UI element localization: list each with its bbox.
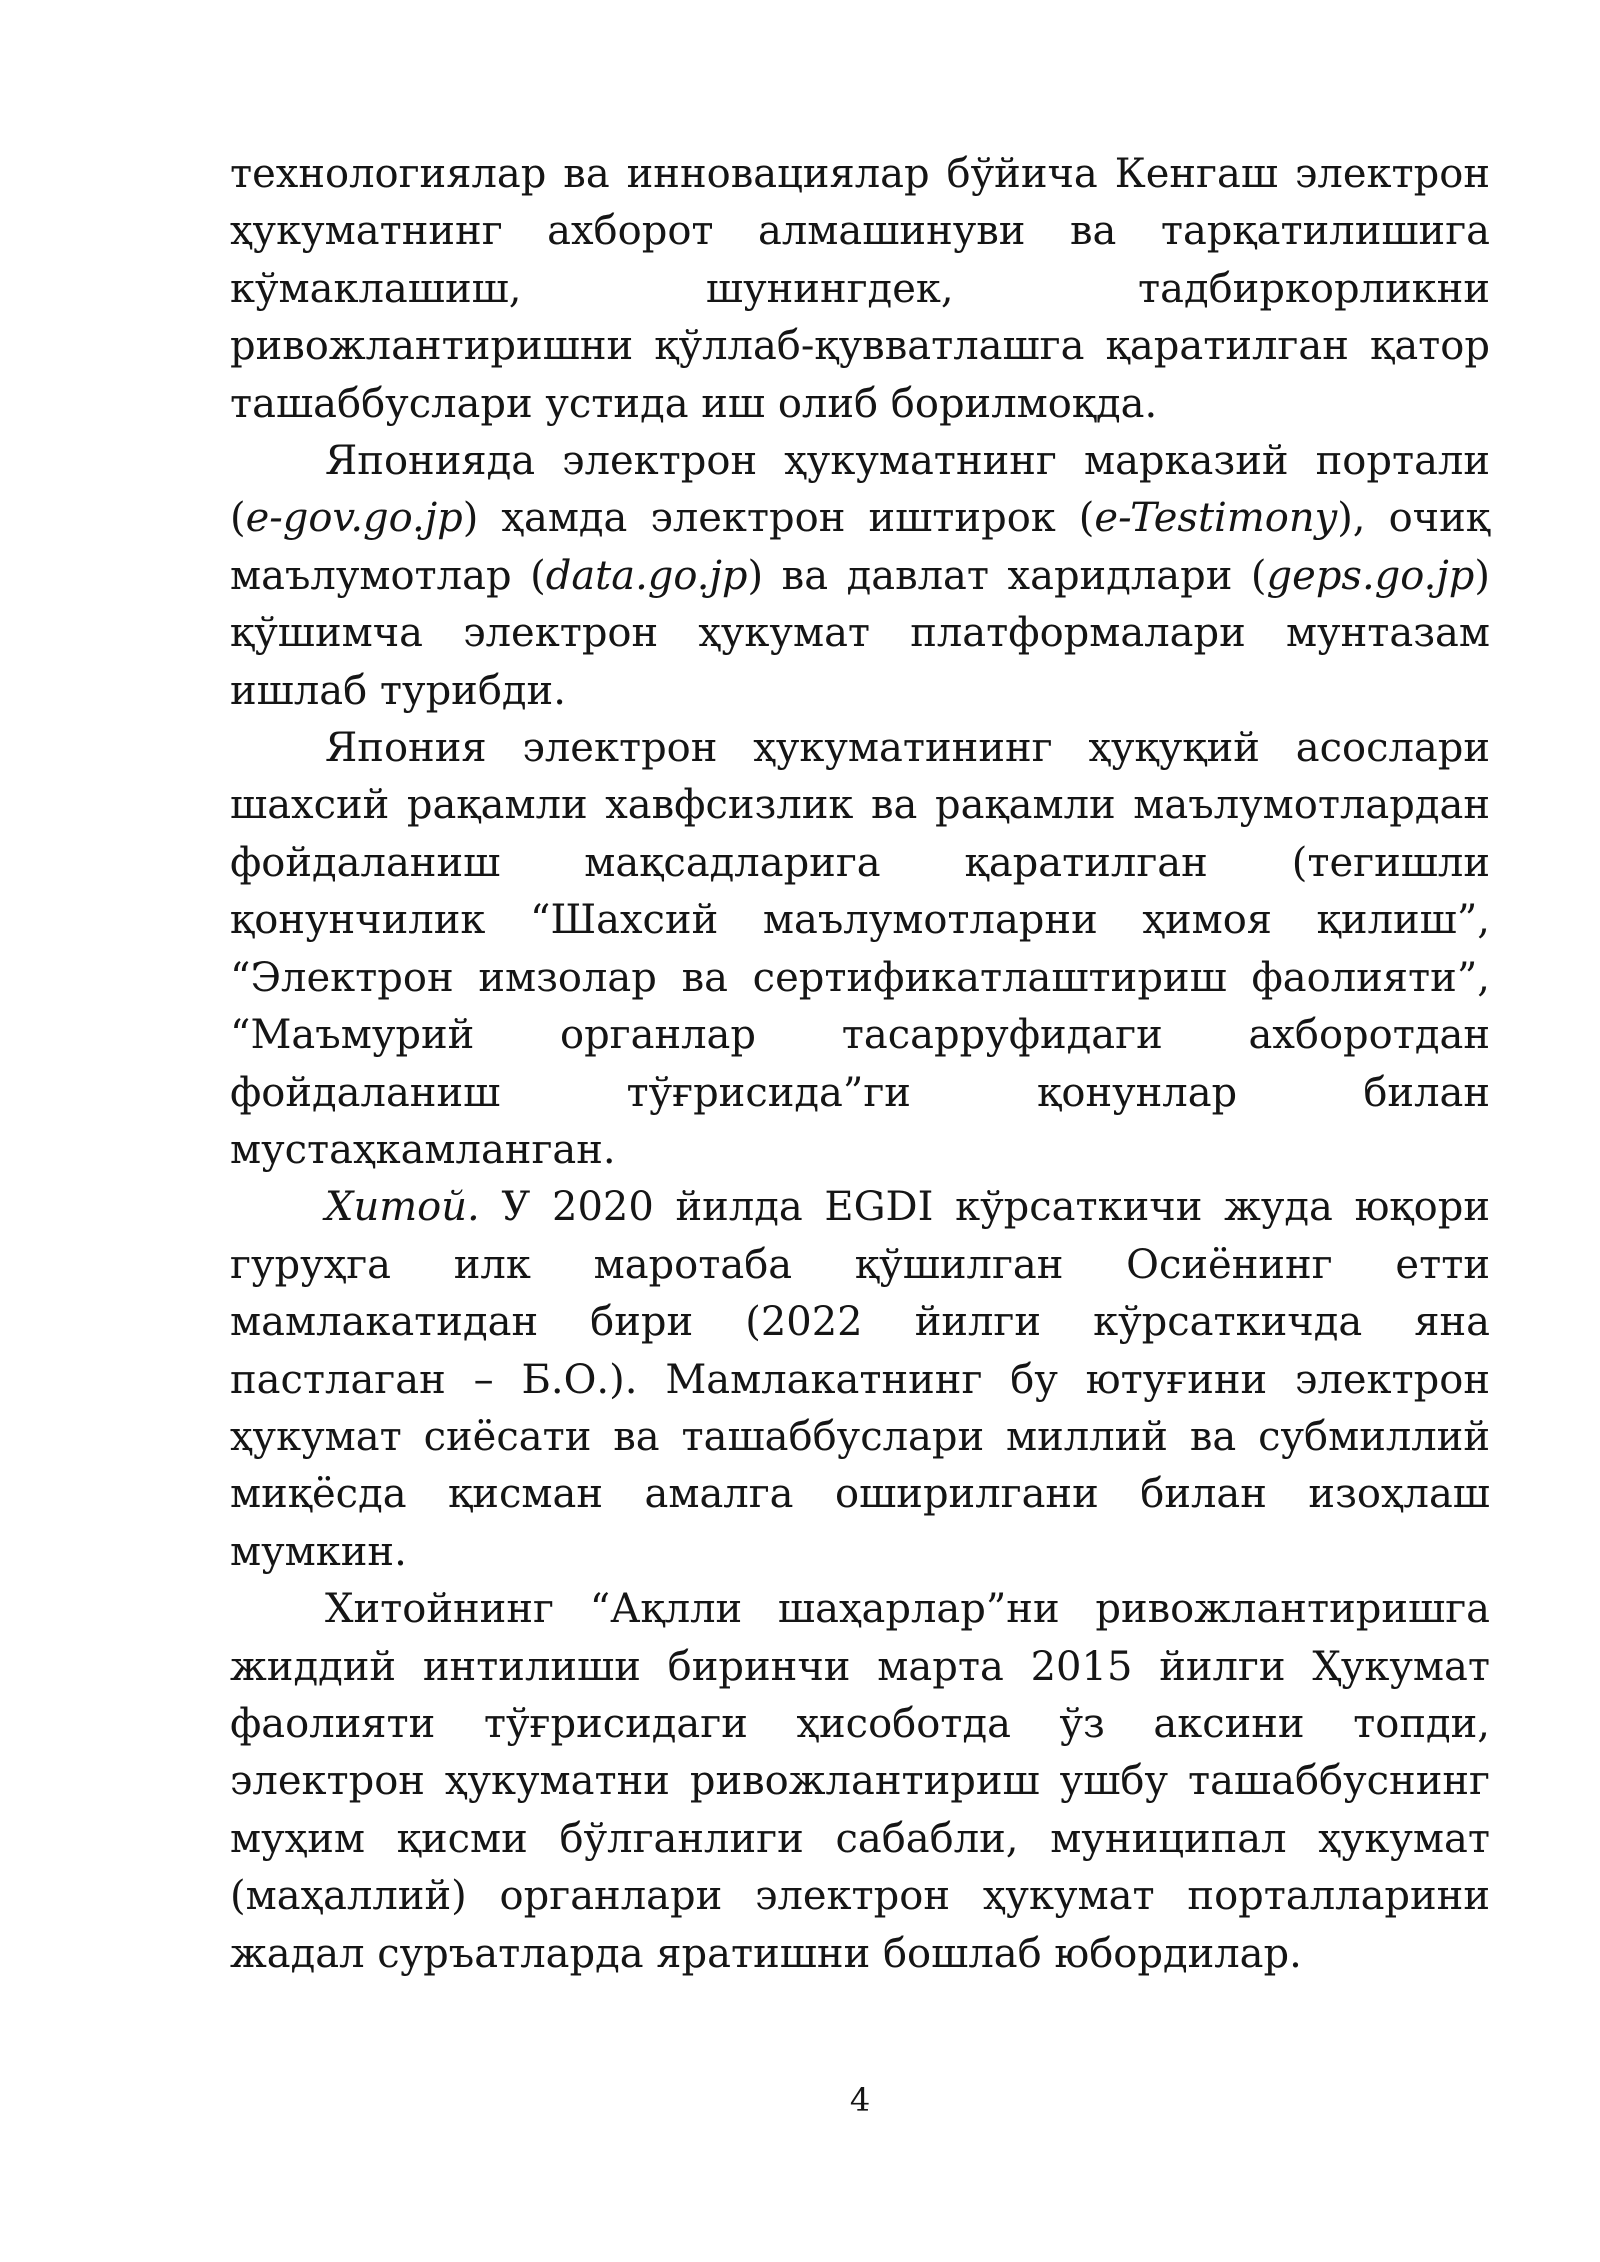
text-segment: У 2020 йилда EGDI кўрсаткичи жуда юқори гуруҳга илк маротаба қўшилган Осиёнинг етти мамлакатидан бири (2022 йилги кўрсаткичда яна пастлаган – Б.О.). Мамлакатнинг бу ютуғини электрон ҳукумат сиёсати ва ташаббуслари миллий ва субмиллий миқёсда қисман амалга оширилгани билан изоҳлаш мумкин. — [230, 1184, 1490, 1575]
portal-name-geps: geps.go.jp — [1266, 552, 1475, 599]
portal-name-egov: e-gov.go.jp — [245, 495, 463, 542]
text-segment: Японияда электрон ҳукуматнинг марказий портали ( — [230, 438, 1490, 542]
section-lead-china: Хитой. — [325, 1184, 480, 1231]
paragraph-japan-legal: Япония электрон ҳукуматининг ҳуқуқий асослари шахсий рақамли хавфсизлик ва рақамли маълумотлардан фойдаланиш мақсадларига қаратилган (тегишли қонунчилик “Шахсий маълумотларни ҳимоя қилиш”, “Электрон имзолар ва сертификатлаштириш фаолияти”, “Маъмурий органлар тасарруфидаги ахборотдан фойдаланиш тўғрисида”ги қонунлар билан мустаҳкамланган. — [230, 725, 1490, 1173]
paragraph-council-initiatives: технологиялар ва инновациялар бўйича Кенгаш электрон ҳукуматнинг ахборот алмашинуви ва тарқатилишига кўмаклашиш, шунингдек, тадбиркорликни ривожлантиришни қўллаб-қувватлашга қаратилган қатор ташаббуслари устида иш олиб борилмоқда. — [230, 151, 1490, 427]
text-segment: ) ҳамда электрон иштирок ( — [462, 495, 1095, 542]
portal-name-etestimony: e-Testimony — [1094, 495, 1338, 542]
document-body — [230, 146, 1490, 1983]
text-segment: ) ва давлат харидлари ( — [747, 552, 1267, 599]
portal-name-data: data.go.jp — [545, 552, 748, 599]
page-number: 4 — [849, 2081, 871, 2119]
paragraph-china-smart-cities: Хитойнинг “Ақлли шаҳарлар”ни ривожлантиришга жиддий интилиши биринчи марта 2015 йилги Ҳукумат фаолияти тўғрисидаги ҳисоботда ўз аксини топди, электрон ҳукуматни ривожлантириш ушбу ташаббуснинг муҳим қисми бўлганлиги сабабли, муниципал ҳукумат (маҳаллий) органлари электрон ҳукумат порталларини жадал суръатларда яратишни бошлаб юбордилар. — [230, 1586, 1490, 1977]
text-segment: ) қўшимча электрон ҳукумат платформалари мунтазам ишлаб турибди. — [230, 552, 1490, 714]
paragraph-japan-portals — [230, 433, 1490, 720]
text-segment: ), очиқ маълумотлар ( — [230, 495, 1490, 599]
paragraph-china-egdi — [230, 1179, 1490, 1581]
